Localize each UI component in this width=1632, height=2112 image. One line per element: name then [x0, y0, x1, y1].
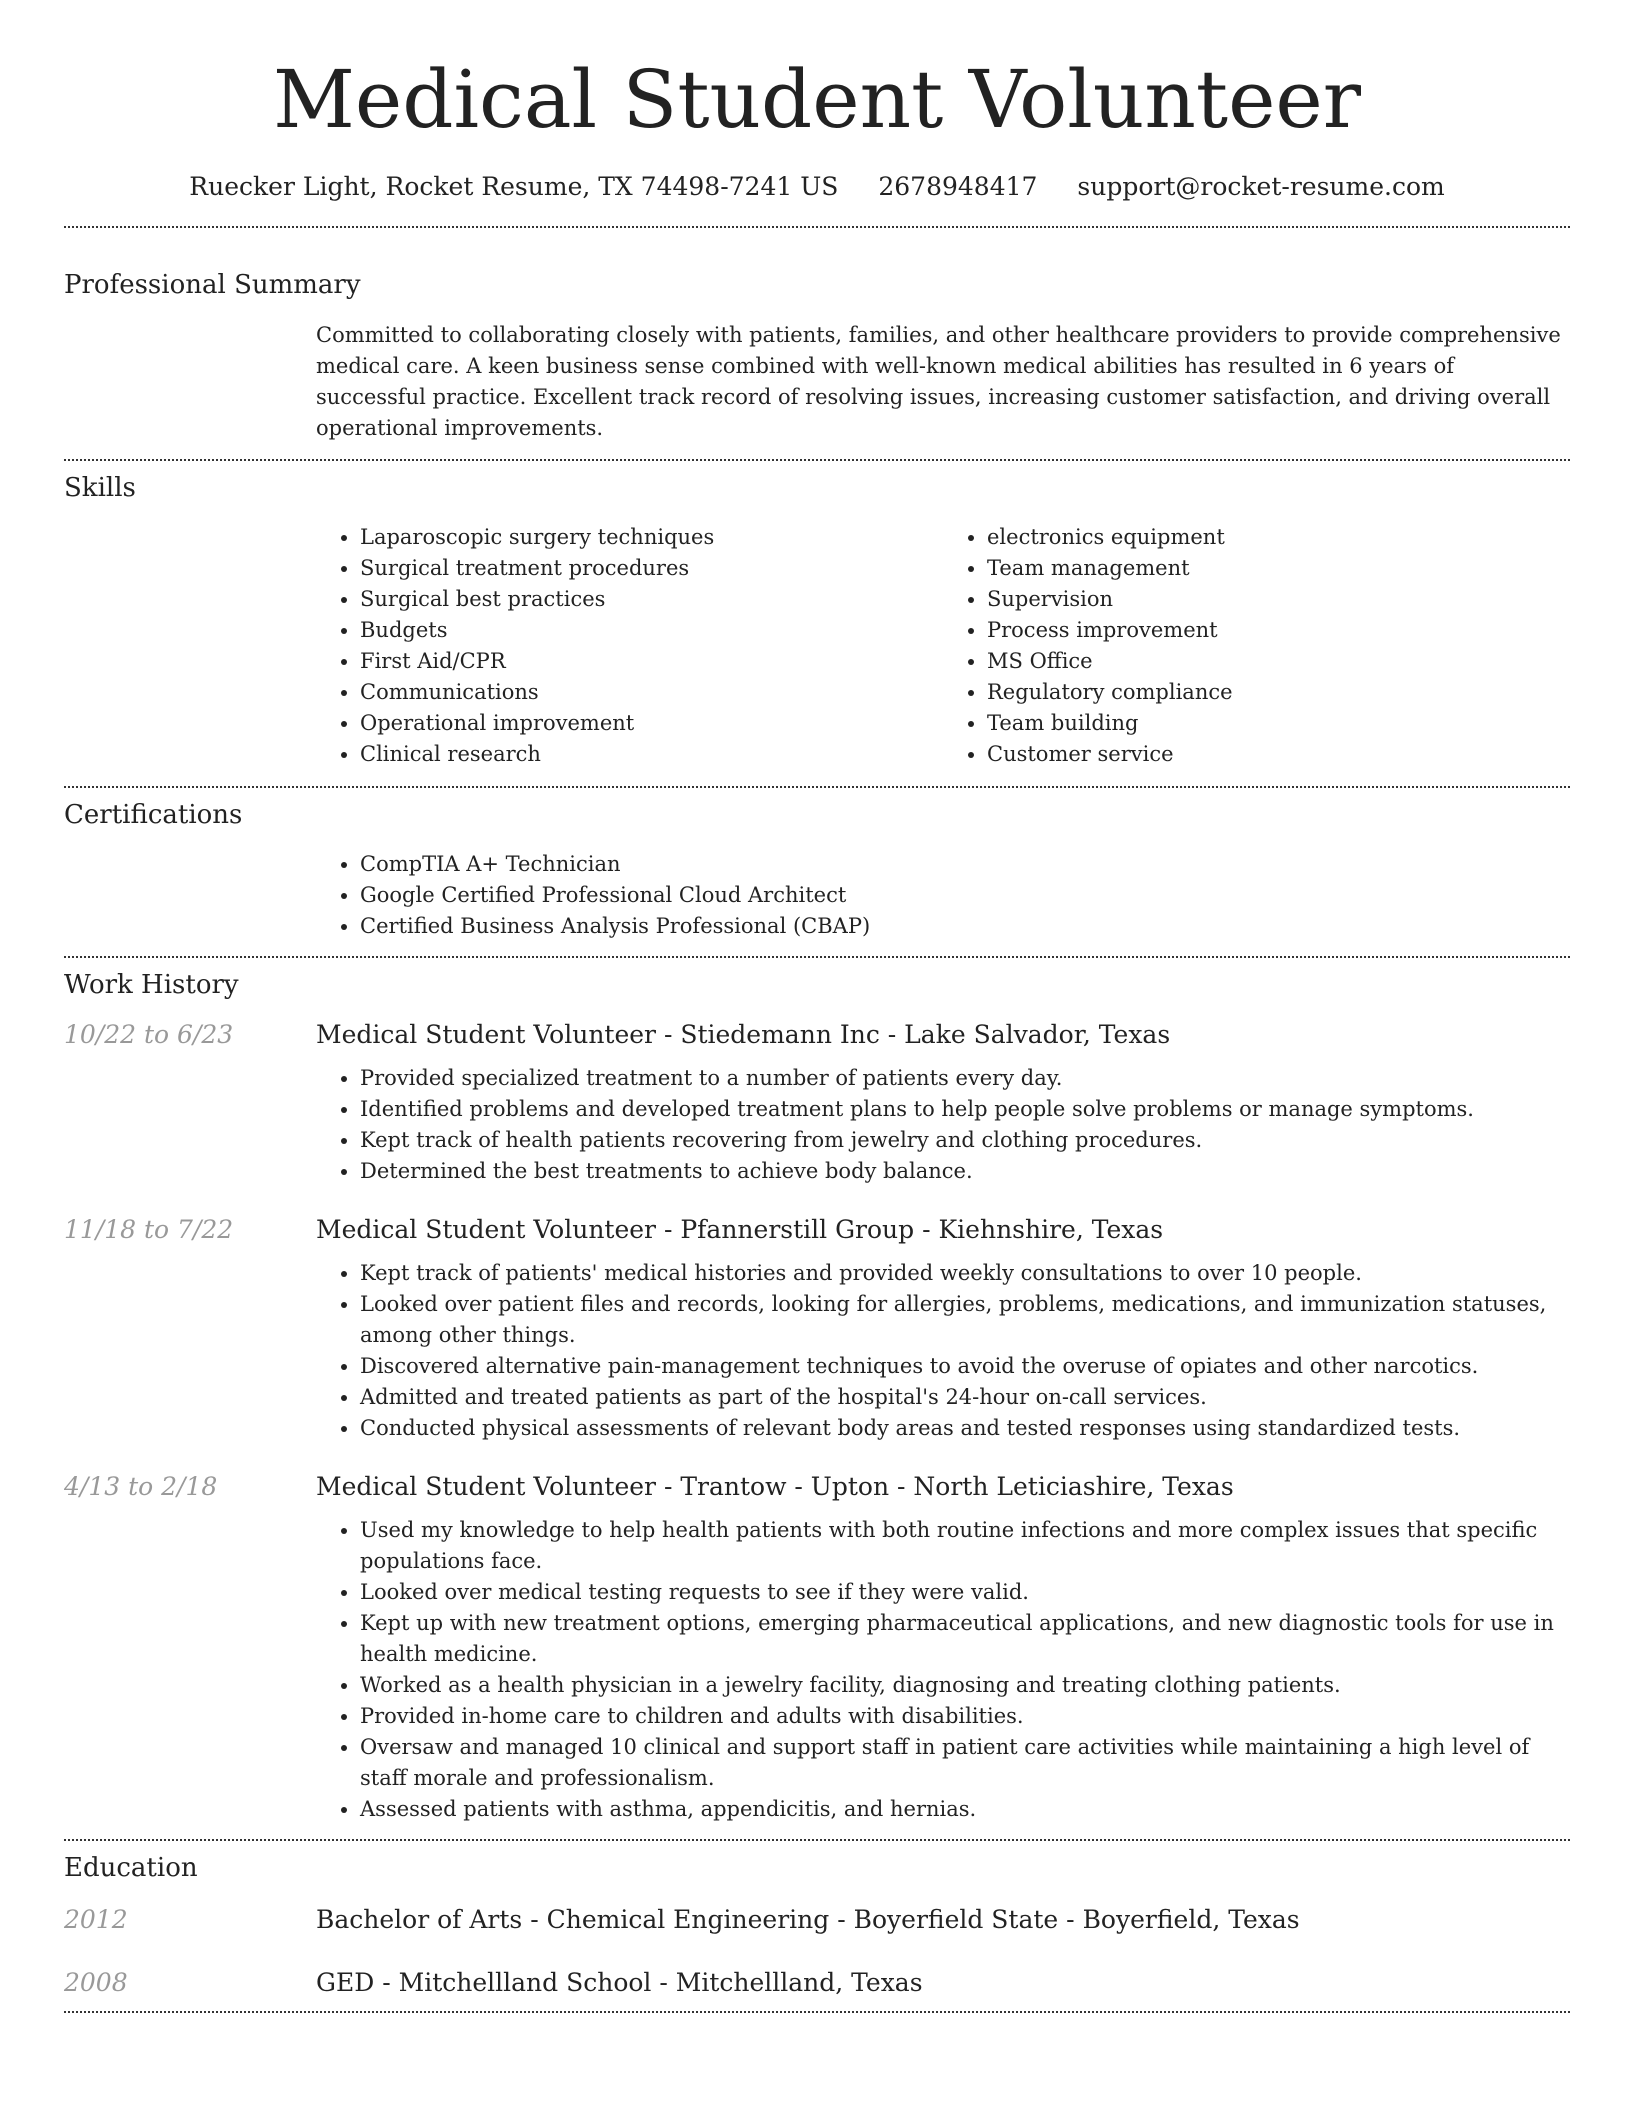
- skill-item: • electronics equipment: [987, 522, 1570, 553]
- skill-item: • Team management: [987, 553, 1570, 584]
- job-title: Medical Student Volunteer - Pfannerstill Group - Kiehnshire, Texas: [316, 1215, 1164, 1244]
- skill-item: • Budgets: [360, 615, 943, 646]
- job-header: [64, 1215, 1570, 1244]
- section-title-work-history: Work History: [64, 970, 239, 1000]
- skill-item: • Customer service: [987, 739, 1570, 770]
- skill-item: • Team building: [987, 708, 1570, 739]
- job-bullet: • Assessed patients with asthma, appendicitis, and hernias.: [360, 1794, 1570, 1825]
- education-entry: [64, 1968, 1570, 1997]
- section-title-skills: Skills: [64, 473, 136, 503]
- job-bullet: • Provided in-home care to children and adults with disabilities.: [360, 1701, 1570, 1732]
- job-bullet: • Discovered alternative pain-management techniques to avoid the overuse of opiates and other narcotics.: [360, 1351, 1570, 1382]
- job-bullets: [316, 1063, 1570, 1187]
- skills-column-right: [943, 522, 1570, 770]
- skill-item: • Operational improvement: [360, 708, 943, 739]
- job-dates: 4/13 to 2/18: [64, 1472, 218, 1501]
- divider: [64, 459, 1570, 461]
- divider: [64, 226, 1570, 228]
- phone: 2678948417: [878, 172, 1038, 201]
- job-bullet: • Conducted physical assessments of relevant body areas and tested responses using standardized tests.: [360, 1413, 1570, 1444]
- job-dates: 11/18 to 7/22: [64, 1215, 234, 1244]
- education-year: 2012: [64, 1905, 128, 1934]
- job-bullet: • Kept up with new treatment options, emerging pharmaceutical applications, and new diagnostic tools for use in health medicine.: [360, 1608, 1570, 1670]
- skill-item: • Surgical best practices: [360, 584, 943, 615]
- skill-item: • Laparoscopic surgery techniques: [360, 522, 943, 553]
- divider: [64, 956, 1570, 958]
- skill-item: • Regulatory compliance: [987, 677, 1570, 708]
- job-bullet: • Provided specialized treatment to a number of patients every day.: [360, 1063, 1570, 1094]
- job-bullets: [316, 1515, 1570, 1825]
- skill-item: • Process improvement: [987, 615, 1570, 646]
- email: support@rocket-resume.com: [1077, 172, 1445, 201]
- job-entry: [64, 1020, 1570, 1187]
- job-title: Medical Student Volunteer - Stiedemann Inc - Lake Salvador, Texas: [316, 1020, 1171, 1049]
- skills-column-left: [316, 522, 943, 770]
- skill-item: • MS Office: [987, 646, 1570, 677]
- address: Ruecker Light, Rocket Resume, TX 74498-7241 US: [189, 172, 839, 201]
- education-detail: Bachelor of Arts - Chemical Engineering - Boyerfield State - Boyerfield, Texas: [316, 1905, 1300, 1934]
- job-header: [64, 1472, 1570, 1501]
- skill-item: • Communications: [360, 677, 943, 708]
- certification-item: • CompTIA A+ Technician: [360, 849, 1570, 880]
- job-bullet: • Admitted and treated patients as part of the hospital's 24-hour on-call services.: [360, 1382, 1570, 1413]
- contact-line: [64, 170, 1570, 204]
- section-title-certifications: Certifications: [64, 800, 243, 830]
- job-bullet: • Worked as a health physician in a jewelry facility, diagnosing and treating clothing patients.: [360, 1670, 1570, 1701]
- job-bullet: • Determined the best treatments to achieve body balance.: [360, 1156, 1570, 1187]
- summary-text: Committed to collaborating closely with patients, families, and other healthcare providers to provide comprehensive medical care. A keen business sense combined with well-known medical abilities has resulted in 6 years of successful practice. Excellent track record of resolving issues, increasing customer satisfaction, and driving overall operational improvements.: [316, 323, 1561, 440]
- certification-item: • Certified Business Analysis Professional (CBAP): [360, 911, 1570, 942]
- education-year: 2008: [64, 1968, 128, 1997]
- skill-item: • First Aid/CPR: [360, 646, 943, 677]
- education-entry: [64, 1905, 1570, 1934]
- skill-item: • Clinical research: [360, 739, 943, 770]
- skill-item: • Supervision: [987, 584, 1570, 615]
- certification-item: • Google Certified Professional Cloud Architect: [360, 880, 1570, 911]
- skills-list: [316, 522, 1570, 770]
- divider: [64, 2011, 1570, 2013]
- job-header: [64, 1020, 1570, 1049]
- candidate-name: Medical Student Volunteer: [272, 53, 1361, 146]
- job-entry: [64, 1472, 1570, 1825]
- skill-item: • Surgical treatment procedures: [360, 553, 943, 584]
- job-dates: 10/22 to 6/23: [64, 1020, 234, 1049]
- resume-page: [64, 0, 1570, 2013]
- job-bullet: • Kept track of health patients recovering from jewelry and clothing procedures.: [360, 1125, 1570, 1156]
- divider: [64, 1839, 1570, 1841]
- job-bullet: • Looked over patient files and records, looking for allergies, problems, medications, and immunization statuses, among other things.: [360, 1289, 1570, 1351]
- job-entry: [64, 1215, 1570, 1444]
- job-bullets: [316, 1258, 1570, 1444]
- section-title-summary: Professional Summary: [64, 270, 361, 300]
- job-bullet: • Identified problems and developed treatment plans to help people solve problems or manage symptoms.: [360, 1094, 1570, 1125]
- job-bullet: • Oversaw and managed 10 clinical and support staff in patient care activities while maintaining a high level of staff morale and professionalism.: [360, 1732, 1570, 1794]
- education-detail: GED - Mitchellland School - Mitchellland, Texas: [316, 1968, 923, 1997]
- job-bullet: • Kept track of patients' medical histories and provided weekly consultations to over 10 people.: [360, 1258, 1570, 1289]
- section-title-education: Education: [64, 1853, 198, 1883]
- job-bullet: • Looked over medical testing requests to see if they were valid.: [360, 1577, 1570, 1608]
- job-title: Medical Student Volunteer - Trantow - Upton - North Leticiashire, Texas: [316, 1472, 1234, 1501]
- certifications-list: [316, 849, 1570, 942]
- job-bullet: • Used my knowledge to help health patients with both routine infections and more complex issues that specific populations face.: [360, 1515, 1570, 1577]
- divider: [64, 786, 1570, 788]
